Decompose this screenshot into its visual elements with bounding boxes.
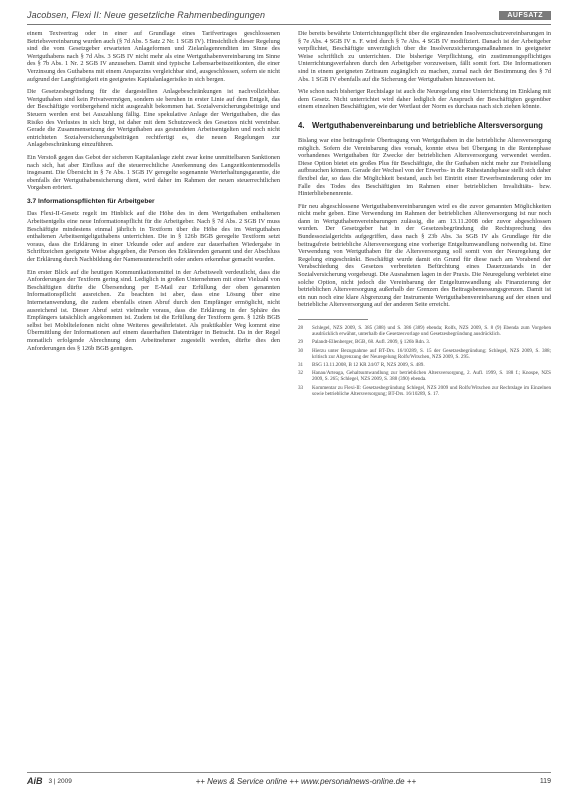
footnote-text: BSG 13.11.2008, B 12 KR 24/07 R, NZS 2009, S. 489.	[312, 362, 425, 369]
paragraph: Das Flexi-II-Gesetz regelt im Hinblick auf die Höhe des in dem Wertguthaben enthaltenen Arbeitsentgelts eine neue Informationspflicht für die Arbeitgeber. Nach § 7d Abs. 2 SGB IV muss Beschäftigte mindestens einmal jährlich in Textform über die Höhe des im Wertguthaben enthaltenen Arbeitsentgeltguthabens unterrichten. Die in § 126b BGB geregelte Textform setzt voraus, dass die Erklärung in einer Urkunde oder auf andere zur dauerhaften Wiedergabe in Schriftzeichen geeignete Weise abgegeben, die Person des Erklärenden genannt und der Abschluss der Erklärung durch Nachbildung der Namensunterschrift oder anders erkennbar gemacht wurden.	[27, 210, 280, 264]
page-footer	[27, 776, 551, 786]
footnote-text: Hierzu unter Bezugnahme auf BT-Drs. 16/10289, S. 15 der Gesetzesbegründung; Schlegel, NZS 2009, S. 388; kritisch zur Abgrenzung der Neuregelung Rolfs/Witschen, NZS 2009, S. 295.	[312, 347, 551, 360]
footnote	[298, 385, 551, 397]
paragraph: Die bereits bewährte Unterrichtungspflicht über die ergänzenden Insolvenzschutzvereinbarungen in § 7e Abs. 4 SGB IV n. F. wird durch § 7e Abs. 4 SGB IV modifiziert. Danach ist der Arbeitgeber verpflichtet, Beschäftigte unverzüglich über die Insolvenzsicherungsmaßnahmen in geeigneter Weise schriftlich zu unterrichten. Die bisherige Verpflichtung, ein zustimmungspflichtiges Unterrichtungsverfahren durch den Arbeitgeber vorzuweisen, fällt somit fort. Die Informationen sind in einem geeigneten Zeitraum zugänglich zu machen, zumal nach der Bestimmung des § 7d Abs. 1 SGB IV ebenfalls auf die Sicherung der Wertguthaben hinzuweisen ist.	[298, 30, 551, 83]
footnote-number: 28	[298, 325, 304, 331]
left-column	[27, 30, 280, 357]
paragraph: Bislang war eine beitragsfreie Übertragung von Wertguthaben in die betriebliche Altersversorgung möglich. Sofern die Vereinbarung dies vorsah, konnte etwa bei Übergang in die Rentenphase vorhandenes Wertguthaben für Zwecke der betrieblichen Altersversorgung verwendet werden. Diese Option bietet ein großes Plus für Beschäftigte, die ihr Guthaben nicht mehr zur Freistellung aufbrauchen können. Gerade der Wechsel von der Erwerbs- in die Ruhestandsphase stellt sich daher flexibel dar, so dass die Möglichkeit bestand, auch bei Eintritt einer Erwerbsminderung oder im Falle des Todes des Beschäftigten im Rahmen einer betrieblichen Invaliditäts- bzw. Hinterbliebenenrente.	[298, 136, 551, 198]
paragraph: Ein Verstoß gegen das Gebot der sicheren Kapitalanlage zieht zwar keine unmittelbaren Sanktionen nach sich, hat aber Einfluss auf die steuerrechtliche Anerkennung des Langzeitkontenmodells insgesamt. Die Übersicht in § 7e Abs. 1 SGB IV geregelte sogenannte Werterhaltungsgarantie, die ebenfalls der Wertguthabensicherung dient, wird daher im Rahmen der neuen steuerrechtlichen Vorgaben erörtert.	[27, 153, 280, 192]
footnote-number: 29	[298, 339, 304, 346]
footer-promo-link[interactable]: ++ News & Service online ++ www.personalnews-online.de ++	[195, 776, 417, 786]
paragraph: einem Textvertrag oder in einer auf Grundlage eines Tarifvertrages geschlossenen Betriebsvereinbarung wurden auch (§ 7d Abs. 5 Satz 2 Nr. 1 SGB IV). Hinsichtlich dieser Regelung sind die vom Gesetzgeber erwarteten Anlageformen und Zielanlagenrenditen im Sinne des Wertguthabens nach § 7d Abs. 3 SGB IV nicht mehr als eine Wertguthabenvereinbarung im Sinne des § 7b Abs. 1 Nr. 2 SGB IV anzusehen. Damit sind typische Lebensarbeitszeitkonten, die einer Verzinsung des Guthabens mit einem Ansparzins vergleichbar sind, ausgeschlossen, sofern sie nicht aufgrund der Langfristigkeit ein geeignetes Kapitalanlagerisiko in sich bergen.	[27, 30, 280, 83]
section-title: Wertguthabenvereinbarung und betriebliche Altersversorgung	[312, 120, 543, 130]
paragraph: Die Gesetzesbegründung für die dargestellten Anlagebeschränkungen ist nachvollziehbar. Wertguthaben sind kein Privatvermögen, sondern sie beruhen in erster Linie auf dem Entgelt, das der Beschäftigte vorübergehend nicht ausgezahlt bekommen hat. Sozialversicherungsbeiträge und Steuern werden erst bei Auszahlung fällig. Eine spekulative Anlage der Wertguthaben, die das Risiko des Verlustes in sich birgt, ist daher mit dem Schutzzweck des Gesetzes nicht vereinbar. Gerade die Zusammensetzung der Wertguthaben aus gestundeten Arbeitsentgelten und noch nicht entrichteten Sozialversicherungsbeiträgen rechtfertigt es, die neuen Regelungen zur Anlagebeschränkung einzuführen.	[27, 88, 280, 149]
footnote	[298, 339, 551, 345]
footnote-rule	[298, 319, 368, 320]
footnote-text: Palandt-Ellenberger, BGB, 68. Aufl. 2009, § 126b Rdn. 3.	[312, 339, 431, 346]
footnotes	[298, 325, 551, 397]
section-heading-4	[298, 121, 551, 130]
footnote-number: 32	[298, 370, 304, 377]
section-badge: AUFSATZ	[499, 11, 551, 20]
footnote-text: Schlegel, NZS 2009, S. 385 (388) und S. 386 (389) ebenda; Rolfs, NZS 2009, S. 8 (9) Ebenda zum Vorgehen ausdrücklich erwähnt, unterhalb die Gesetzesvorlage und Gesetzesbegründung ausdrücklich.	[312, 325, 551, 338]
header-rule	[27, 24, 551, 25]
running-title: Jacobsen, Flexi II: Neue gesetzliche Rahmenbedingungen	[27, 10, 266, 20]
footnote-text: Hanau/Arteaga, Gehaltsumwandlung zur betrieblichen Altersversorgung, 2. Aufl. 1999, S. 188 f.; Knospe, NZS 2009, S. 265; Schlegel, NZS 2009, S. 388 (390) ebenda.	[312, 370, 551, 383]
footnote	[298, 362, 551, 368]
page-number: 119	[539, 777, 551, 785]
footnote-number: 33	[298, 384, 304, 391]
footnote	[298, 370, 551, 382]
paragraph: Für neu abgeschlossene Wertguthabenvereinbarungen wird es die zuvor genannten Möglichkeiten nicht mehr geben. Eine Verwendung im Rahmen der betrieblichen Altersversorgung ist nur noch dann in Wertguthabenvereinbarungen zulässig, die am 13.11.2008 oder zuvor abgeschlossen wurden. Der Gesetzgeber hat in der Gesetzesbegründung die Rechtsprechung des Bundessozialgerichts aufgegriffen, dass nach § 23b Abs. 3a SGB IV als Grundlage für die beitragsfreie betriebliche Altersversorgung eine vorherige Entgeltumwandlung notwendig ist. Eine Verwendung von Wertguthaben für die Altersversorgung soll somit von der Neuregelung der Regelung eingeschränkt. Beschäftigt wurde damit ein Grund für diese nach am Vorabend der Verabschiedung des Gesetzes verbreiteten Befürchtung eines Dauerzustands in der Sozialversicherung vorgebeugt. Die Ausnahmen lagen in der Praxis. Die Neuregelung verbietet eine solche Option, nicht jedoch die Vereinbarung der Entgeltumwandlung als Finanzierung der betrieblichen Altersversorgung außerhalb der Grenzen des Beitragsbemessungsgrenzen. Damit ist ein nun noch eine klare Abgrenzung der Instrumente Wertguthabenvereinbarung auf der einen und betriebliche Altersversorgung auf der anderen Seite erreicht.	[298, 202, 551, 309]
footnote	[298, 348, 551, 360]
journal-logo: AiB	[27, 776, 43, 786]
footnote	[298, 325, 551, 337]
section-heading-3-7: 3.7 Informationspflichten für Arbeitgeber	[27, 197, 155, 205]
footer-left	[27, 776, 72, 786]
issue-number: 3 | 2009	[48, 777, 72, 785]
right-column	[298, 30, 551, 399]
footnote-number: 30	[298, 347, 304, 354]
footer-rule	[27, 772, 551, 773]
section-number: 4.	[298, 120, 305, 130]
footnote-text: Kommentar zu Flexi-II: Gesetzesbegründung Schlegel, NZS 2009 und Rolfs/Witschen zur Rechtslage im Einzelnen sowie betriebliche Altersversorgung; BT-Drs. 16/10289, S. 17.	[312, 384, 551, 397]
running-header	[27, 8, 551, 22]
paragraph: Wie schon nach bisheriger Rechtslage ist auch die Neuregelung eine Unterrichtung im Einklang mit dem Gesetz. Nicht unterrichtet wird daher lediglich der Anspruch der Beschäftigten gegenüber einem einzelnen Beschäftigten, wie der Wortlaut der Norm es durchaus nach sich ziehen könnte.	[298, 88, 551, 111]
paragraph: Ein erster Blick auf die heutigen Kommunikationsmittel in der Arbeitswelt verdeutlicht, dass die Anforderungen der Textform gering sind. Lediglich in großen Unternehmen mit einer Vielzahl von Beschäftigten dürfte die Übersendung per E-Mail zur Erfüllung der oben genannten Informationspflicht ausreichen. Zu beachten ist aber, dass eine Lösung über eine Internetanwendung, die zudem ebenfalls einen Abruf durch den Empfänger ermöglicht, nicht ausreichend ist. Dieser Abruf setzt vielmehr voraus, dass die Erklärung in der Sphäre des Empfängers tatsächlich angekommen ist. Zudem ist die Erfüllung der Textform gem. § 126b BGB selbst bei Mobiltelefonen nicht ohne Weiteres gewährleistet. Als praktikabler Weg kommt eine Übermittlung der Informationen auf einem dauerhaften Datenträger in Betracht. Da in der Regel monatlich erfolgende Abrechnung dem Arbeitnehmer zugestellt werden, dürfte dies den Anforderungen des § 126b BGB genügen.	[27, 268, 280, 352]
footnote-number: 31	[298, 362, 304, 369]
